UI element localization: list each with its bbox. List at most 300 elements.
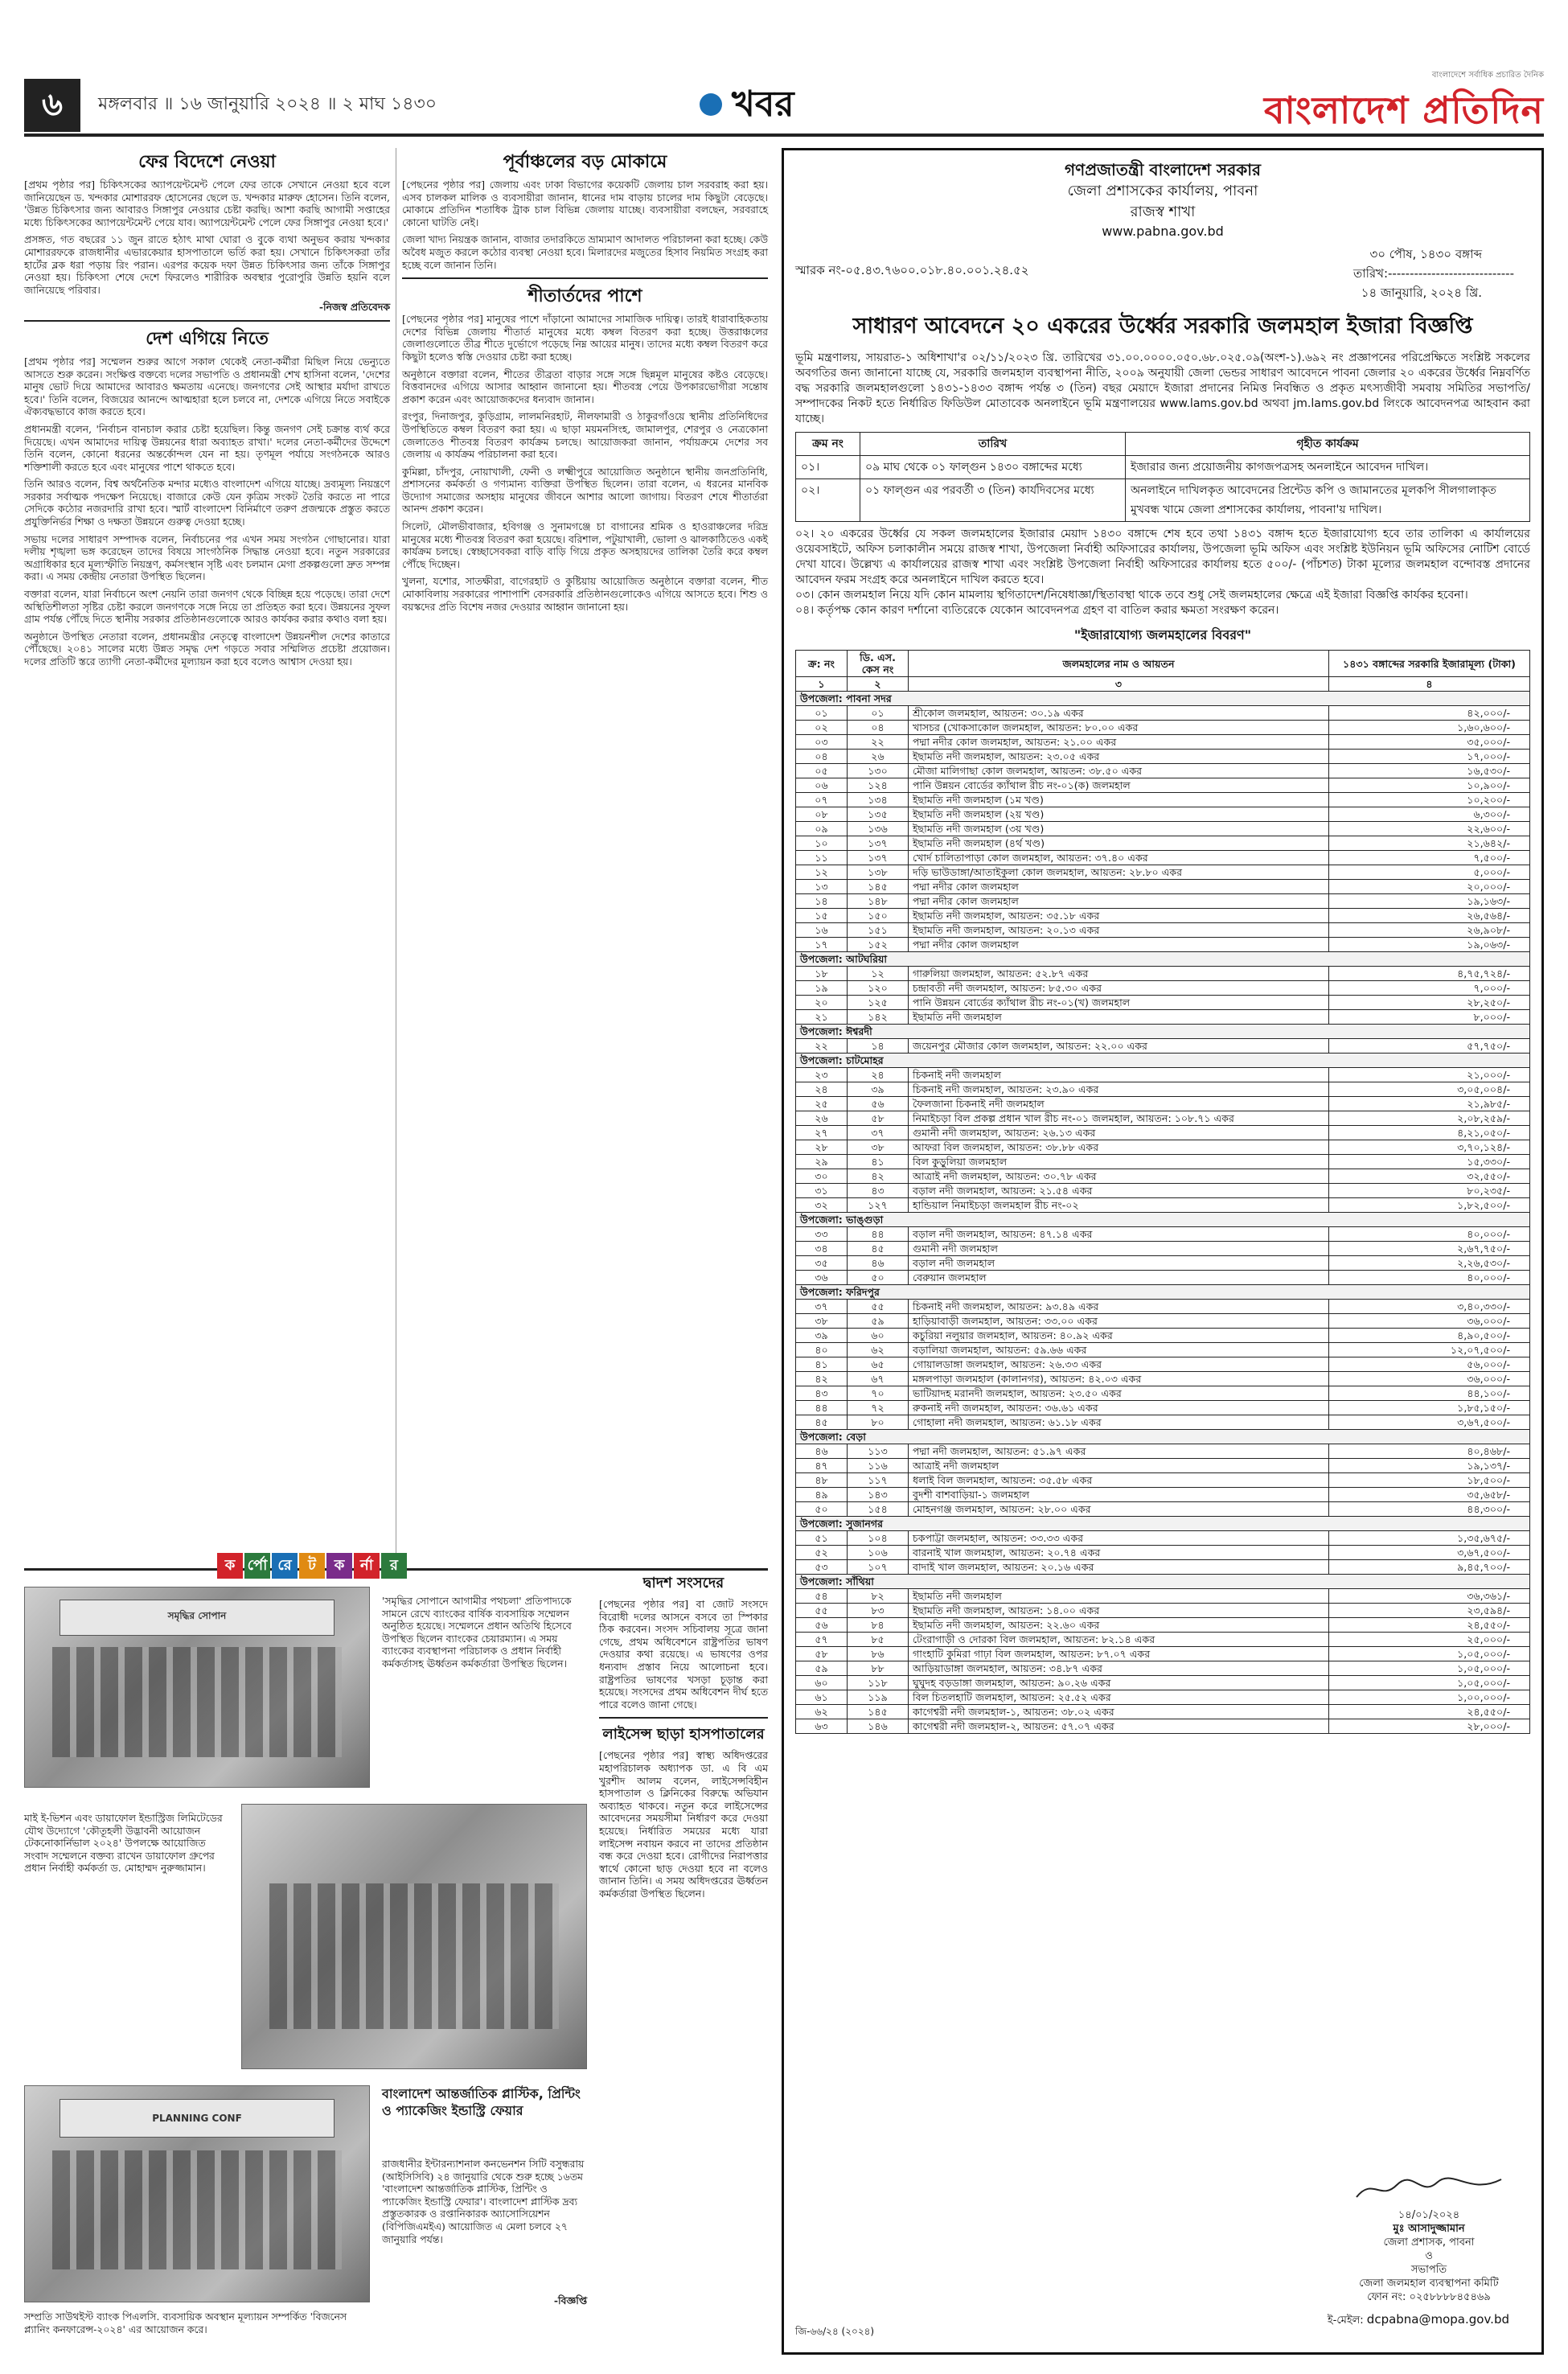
story-credit: -নিজস্ব প্রতিবেদক [318,301,390,314]
upazila-row [796,952,1530,967]
row-lease-value: ৩,৪০,৩৩০/- [1329,1300,1530,1314]
row-serial: ০৭ [796,793,848,807]
row-case-number: ৩৮ [848,1140,909,1155]
row-water-body: বাদাই খাল জলমহাল, আয়তন: ২০.১৬ একর [909,1560,1329,1575]
row-lease-value: ১৯,১৩৭/- [1329,1459,1530,1473]
row-serial: ৪২ [796,1372,848,1386]
row-lease-value: ৩৫,৬৫৮/- [1329,1488,1530,1502]
row-water-body: কচুরিয়া নলুয়ার জলমহাল, আয়তন: ৪০.৯২ একর [909,1329,1329,1343]
corporate-photo [24,1587,370,1788]
upazila-row [796,1430,1530,1444]
row-case-number: ৮০ [848,1415,909,1430]
row-serial: ২৬ [796,1111,848,1126]
row-lease-value: ১৫,৩৩০/- [1329,1155,1530,1169]
section-title: খবর [732,84,794,125]
corporate-caption: 'সমৃদ্ধির সোপানে আগামীর পথচলা' প্রতিপাদ্যকে সামনে রেখে ব্যাংকের বার্ষিক ব্যবসায়িক সম্মেলন অনুষ্ঠিত হয়েছে। সম্মেলনে প্রধান অতিথি হিসেবে উপস্থিত ছিলেন ব্যাংকের চেয়ারম্যান। এ সময় ব্যাংকের ব্যবস্থাপনা পরিচালক ও প্রধান নির্বাহী কর্মকর্তাসহ ঊর্ধ্বতন কর্মকর্তারা উপস্থিত ছিলেন। [382,1595,572,1670]
table-row [796,1604,1530,1618]
row-case-number: ১৪২ [848,1010,909,1025]
notice-condition: ০৪। কর্তৃপক্ষ কোন কারণ দর্শানো ব্যতিরেকে যেকোন আবেদনপত্র গ্রহণ বা বাতিল করার ক্ষমতা সংরক্ষণ করেন। [795,604,1279,617]
row-case-number: ১১৩ [848,1444,909,1459]
row-serial: ৬৩ [796,1719,848,1734]
table-row [796,1488,1530,1502]
row-water-body: রুকনাই নদী জলমহাল, আয়তন: ৩৬.৬১ একর [909,1401,1329,1415]
row-water-body: কাগেশ্বরী নদী জলমহাল-১, আয়তন: ৩৮.০২ একর [909,1705,1329,1719]
row-lease-value: ৩৫,০০০/- [1329,735,1530,750]
corporate-photo [241,1804,587,2069]
table-row [796,1184,1530,1198]
upazila-name: উপজেলা: চাটমোহর [796,1054,1530,1068]
row-case-number: ১৩৮ [848,865,909,880]
row-lease-value: ৫৭,৭৫০/- [1329,1039,1530,1054]
row-case-number: ১০৭ [848,1560,909,1575]
row-water-body: পদ্মা নদীর কোল জলমহাল [909,894,1329,909]
signature-icon [1348,2173,1509,2205]
table-row [796,909,1530,923]
story-paragraph: প্রধানমন্ত্রী বলেন, 'নির্বাচন বানচাল করার চেষ্টা হয়েছিল। কিন্তু জনগণ সেই চক্রান্ত ব্যর্থ করে দিয়েছে। এখন আমাদের দায়িত্ব উন্নয়নের ধারা অব্যাহত রাখা।' দলের নেতা-কর্মীদের উদ্দেশে তিনি বলেন, কোনো ধরনের অন্তর্কোন্দল যেন না হয়। তৃণমূল পর্যায়ে সংগঠনকে আরও শক্তিশালী করতে হবে এবং মানুষের পাশে থাকতে হবে। [24,422,390,473]
row-case-number: ৪২ [848,1169,909,1184]
row-serial: ৫৭ [796,1633,848,1647]
row-water-body: বড়াল নদী জলমহাল [909,1256,1329,1271]
notice-branch: রাজস্ব শাখা [1130,203,1196,220]
table-row [796,1647,1530,1661]
row-water-body: শ্রীকোল জলমহাল, আয়তন: ৩০.১৯ একর [909,706,1329,721]
banner-letter: র্না [354,1553,380,1579]
row-case-number: ১২০ [848,981,909,996]
table-row [796,967,1530,981]
table-row [796,1546,1530,1560]
row-case-number: ১১৯ [848,1690,909,1705]
table-row [796,1068,1530,1082]
row-lease-value: ২৬,৫৬৪/- [1329,909,1530,923]
table-row [796,1589,1530,1604]
row-lease-value: ৯,৪৫,৭০০/- [1329,1560,1530,1575]
notice-date-label: তারিখ:----------------------------- [1353,266,1514,281]
row-water-body: ইছামতি নদী জলমহাল [909,1010,1329,1025]
table-row [796,1531,1530,1546]
table-header: জলমহালের নাম ও আয়তন [909,651,1329,677]
story-headline: দেশ এগিয়ে নিতে [146,328,269,349]
row-case-number: ১৩৬ [848,822,909,836]
row-lease-value: ১,৬০,৬০০/- [1329,721,1530,735]
row-water-body: ইছামতি নদী জলমহাল, আয়তন: ২০.১৩ একর [909,923,1329,938]
row-water-body: ইছামতি নদী জলমহাল (২য় খণ্ড) [909,807,1329,822]
row-lease-value: ১,৮৫,১৫০/- [1329,1401,1530,1415]
row-water-body: পদ্মা নদীর কোল জলমহাল [909,880,1329,894]
row-lease-value: ৪,৭৫,৭২৪/- [1329,967,1530,981]
row-case-number: ১৫৪ [848,1502,909,1517]
table-row [796,750,1530,764]
row-water-body: গারুলিয়া জলমহাল, আয়তন: ৫২.৮৭ একর [909,967,1329,981]
notice-memo-number: স্মারক নং-০৫.৪৩.৭৬০০.০১৮.৪০.০০১.২৪.৫২ [795,263,1029,277]
row-water-body: ধলাই বিল জলমহাল, আয়তন: ৩৫.৫৮ একর [909,1473,1329,1488]
table-row [796,735,1530,750]
row-water-body: পানি উন্নয়ন বোর্ডের ক্যাঁথাল রীচ নং-০১(ক) জলমহাল [909,778,1329,793]
table-cell: ইজারার জন্য প্রয়োজনীয় কাগজপত্রসহ অনলাইনে আবেদন দাখিল। [1126,456,1530,479]
row-lease-value: ৩৬,০০০/- [1329,1314,1530,1329]
photo-people-shape [52,2150,342,2269]
table-row [796,880,1530,894]
notice-date-english: ১৪ জানুয়ারি, ২০২৪ খ্রি. [1361,285,1482,300]
water-body-schedule-table [795,650,1530,1734]
row-water-body: ইছামতি নদী জলমহাল (১ম খণ্ড) [909,793,1329,807]
row-water-body: ইছামতি নদী জলমহাল [909,1589,1329,1604]
row-lease-value: ২৪,৫৫০/- [1329,1618,1530,1633]
row-lease-value: ১,০৫,০০০/- [1329,1647,1530,1661]
story-paragraph: খুলনা, যশোর, সাতক্ষীরা, বাগেরহাট ও কুষ্টিয়ায় আয়োজিত অনুষ্ঠানে বক্তারা বলেন, শীত মোকাবিলায় সরকারের পাশাপাশি বেসরকারি প্রতিষ্ঠানগুলোকেও এগিয়ে আসতে হবে। শিশু ও বয়স্কদের প্রতি বিশেষ নজর দেওয়ার আহ্বান জানানো হয়। [402,575,768,613]
story-headline: দ্বাদশ সংসদের [642,1575,724,1592]
row-serial: ০৬ [796,778,848,793]
story-headline: পূর্বাঞ্চলের বড় মোকামে [503,152,667,172]
table-row [796,1690,1530,1705]
story-paragraph: রংপুর, দিনাজপুর, কুড়িগ্রাম, লালমনিরহাট, নীলফামারী ও ঠাকুরগাঁওয়ে স্থানীয় প্রতিনিধিদের উপস্থিতিতে কম্বল বিতরণ করা হয়। এ ছাড়া ময়মনসিংহ, জামালপুর, শেরপুর ও নেত্রকোনা জেলাতেও শীতবস্ত্র বিতরণ কার্যক্রম চলছে। আয়োজকরা জানান, পর্যায়ক্রমে দেশের সব জেলায় এ কার্যক্রম পরিচালনা করা হবে। [402,410,768,461]
table-row [796,456,1530,479]
row-case-number: ৫৬ [848,1097,909,1111]
row-water-body: গোহালা নদী জলমহাল, আয়তন: ৬১.১৮ একর [909,1415,1329,1430]
row-serial: ৩১ [796,1184,848,1198]
row-lease-value: ২১,৬৪২/- [1329,836,1530,851]
notice-website-link[interactable]: www.pabna.gov.bd [1102,224,1224,239]
table-index: ৩ [909,677,1329,692]
row-lease-value: ১৬,৫৩০/- [1329,764,1530,778]
schedule-title: "ইজারাযোগ্য জলমহালের বিবরণ" [1073,627,1252,643]
table-cell: ০১ ফাল্গুন এর পরবর্তী ৩ (তিন) কার্যদিবসের মধ্যে [860,479,1126,522]
row-serial: ০৩ [796,735,848,750]
row-case-number: ১৩৪ [848,793,909,807]
notice-office: জেলা প্রশাসকের কার্যালয়, পাবনা [1067,183,1258,199]
upazila-row [796,1213,1530,1227]
row-serial: ৫৬ [796,1618,848,1633]
table-row [796,822,1530,836]
story-paragraph: [পেছনের পৃষ্ঠার পর] জেলায় এবং ঢাকা বিভাগের কয়েকটি জেলায় চাল সরবরাহ করা হয়। এসব চালকল মালিক ও ব্যবসায়ীরা জানান, ধানের দাম বাড়ায় চালের দাম কিছুটা বেড়েছে। মোকামে প্রতিদিন শতাধিক ট্রাক চাল বিভিন্ন জেলায় যাচ্ছে। ব্যবসায়ীরা বলছেন, সরবরাহে কোনো ঘাটতি নেই। [402,179,768,228]
table-row [796,1227,1530,1242]
story-paragraph: [পেছনের পৃষ্ঠার পর] বা জোট সংসদে বিরোধী দলের আসনে বসবে তা স্পিকার ঠিক করবেন। সংসদ সচিবালয় সূত্রে জানা গেছে, প্রথম অধিবেশনে রাষ্ট্রপতির ভাষণ দেওয়ার কথা রয়েছে। এ ভাষণের ওপর ধন্যবাদ প্রস্তাব নিয়ে আলোচনা হবে। রাষ্ট্রপতির ভাষণের খসড়া চূড়ান্ত করা হয়েছে। সংসদের প্রথম অধিবেশন দীর্ঘ হতে পারে বলেও জানা গেছে। [599,1598,768,1711]
row-serial: ০১ [796,706,848,721]
row-serial: ৩৫ [796,1256,848,1271]
row-serial: ৪৪ [796,1401,848,1415]
table-row [796,807,1530,822]
story-paragraph: বক্তারা বলেন, যারা নির্বাচনে অংশ নেয়নি তারা জনগণ থেকে বিচ্ছিন্ন হয়ে পড়েছে। তারা দেশে অস্থিতিশীলতা সৃষ্টির চেষ্টা করলে জনগণকে সঙ্গে নিয়ে তা প্রতিহত করা হবে। উন্নয়নের সুফল গ্রাম পর্যন্ত পৌঁছে দিতে স্থানীয় সরকার প্রতিষ্ঠানগুলোকে আরও কার্যকর করার কথাও বলা হয়। [24,588,390,626]
row-serial: ৫৪ [796,1589,848,1604]
row-case-number: ১২ [848,967,909,981]
table-row [796,1661,1530,1676]
upazila-name: উপজেলা: ফরিদপুর [796,1285,1530,1300]
row-serial: ৪৫ [796,1415,848,1430]
upazila-row [796,1575,1530,1589]
table-index: ১ [796,677,848,692]
row-case-number: ৮৩ [848,1604,909,1618]
row-serial: ৫১ [796,1531,848,1546]
table-row [796,1719,1530,1734]
row-water-body: বড়ালিয়া জলমহাল, আয়তন: ৫৯.৬৬ একর [909,1343,1329,1357]
row-serial: ১৭ [796,938,848,952]
row-serial: ১৯ [796,981,848,996]
row-lease-value: ৮,০০০/- [1329,1010,1530,1025]
row-case-number: ১২৭ [848,1198,909,1213]
row-water-body: মৌজা মালিগাছা কোল জলমহাল, আয়তন: ৩৮.৫০ একর [909,764,1329,778]
row-water-body: হাড়িয়াবাড়ী জলমহাল, আয়তন: ৩৩.০০ একর [909,1314,1329,1329]
row-case-number: ১১৮ [848,1676,909,1690]
notice-condition: ০২। ২০ একরের উর্ধ্বের যে সকল জলমহালের ইজারার মেয়াদ ১৪৩০ বঙ্গাব্দে শেষ হবে তথা ১৪৩১ বঙ্গাব্দ হতে ইজারাযোগ্য হবে তার তালিকা এ কার্যালয়ের ওয়েবসাইটে, অফিস চলাকালীন সময়ে রাজস্ব শাখা, উপজেলা নির্বাহী অফিসারের কার্যালয়, উপজেলা ভূমি অফিস এবং সংশ্লিষ্ট ইউনিয়ন ভূমি অফিসের নোটিশ বোর্ডে দেখা যাবে। উল্লেখ্য এ কার্যালয়ের রাজস্ব শাখা এবং সংশ্লিষ্ট উপজেলা নির্বাহী অফিসারের কার্যালয় হতে ৫০০/- (পাঁচশত) টাকা মূল্যের জলমহাল বন্দোবস্ত প্রদানের আবেদন ফরম সংগ্রহ করে অনলাইনে দাখিল করতে হবে। [795,528,1530,586]
table-row [796,1242,1530,1256]
row-lease-value: ২৪,৫৫০/- [1329,1705,1530,1719]
story-paragraph: কুমিল্লা, চাঁদপুর, নোয়াখালী, ফেনী ও লক্ষ্মীপুরে আয়োজিত অনুষ্ঠানে স্থানীয় জনপ্রতিনিধি, প্রশাসনের কর্মকর্তা ও গণ্যমান্য ব্যক্তিরা উপস্থিত ছিলেন। তারা বলেন, এ ধরনের মানবিক উদ্যোগ সমাজের অসহায় মানুষের জীবনে আশার আলো জাগায়। বিতরণ শেষে শীতার্তরা আনন্দ প্রকাশ করেন। [402,465,768,515]
row-water-body: পদ্মা নদী জলমহাল, আয়তন: ৫১.৯৭ একর [909,1444,1329,1459]
row-case-number: ১৪৫ [848,1705,909,1719]
row-case-number: ৩৯ [848,1082,909,1097]
row-serial: ২৮ [796,1140,848,1155]
row-serial: ৪০ [796,1343,848,1357]
row-water-body: ইছামতি নদী জলমহাল, আয়তন: ১৪.০০ একর [909,1604,1329,1618]
row-case-number: ৭২ [848,1401,909,1415]
row-lease-value: ৪০,০০০/- [1329,1271,1530,1285]
notice-email [1328,2312,1509,2330]
row-water-body: ভাটিয়াদহ মরানদী জলমহাল, আয়তন: ২৩.৫০ একর [909,1386,1329,1401]
table-row [796,1633,1530,1647]
row-serial: ২৯ [796,1155,848,1169]
table-header: গৃহীত কার্যক্রম [1126,433,1530,456]
row-case-number: ১২৫ [848,996,909,1010]
row-case-number: ৮৫ [848,1633,909,1647]
story-headline: শীতার্তদের পাশে [527,286,642,307]
row-lease-value: ৩,০৫,০০৪/- [1329,1082,1530,1097]
row-lease-value: ৪২,০০০/- [1329,706,1530,721]
story-paragraph: অনুষ্ঠানে উপস্থিত নেতারা বলেন, প্রধানমন্ত্রীর নেতৃত্বে বাংলাদেশ উন্নয়নশীল দেশের কাতারে পৌঁছেছে। ২০৪১ সালের মধ্যে উন্নত সমৃদ্ধ দেশ গড়তে সবার সম্মিলিত প্রচেষ্টা প্রয়োজন। দলের প্রতিটি স্তরে ত্যাগী নেতা-কর্মীদের মূল্যায়ন করা হবে বলেও আশ্বাস দেওয়া হয়। [24,630,390,667]
row-serial: ২৫ [796,1097,848,1111]
email-link[interactable]: dcpabna@mopa.gov.bd [1366,2312,1509,2327]
row-lease-value: ৭,০০০/- [1329,981,1530,996]
row-serial: ৪৬ [796,1444,848,1459]
row-water-body: ইছামতি নদী জলমহাল, আয়তন: ৩৫.১৮ একর [909,909,1329,923]
table-row [796,1126,1530,1140]
upazila-name: উপজেলা: ভাঙ্গুড়া [796,1213,1530,1227]
table-row [796,836,1530,851]
table-row [796,938,1530,952]
row-serial: ২২ [796,1039,848,1054]
row-lease-value: ১,০৫,০০০/- [1329,1676,1530,1690]
table-row [796,1415,1530,1430]
row-case-number: ৫৫ [848,1300,909,1314]
row-lease-value: ৩,৭০,১২৪/- [1329,1140,1530,1155]
row-case-number: ৪৬ [848,1256,909,1271]
table-row [796,1314,1530,1329]
story-paragraph: সিলেট, মৌলভীবাজার, হবিগঞ্জ ও সুনামগঞ্জে চা বাগানের শ্রমিক ও হাওরাঞ্চলের দরিদ্র মানুষের মধ্যে শীতবস্ত্র বিতরণ করা হয়েছে। বরিশাল, পটুয়াখালী, ভোলা ও ঝালকাঠিতেও একই কার্যক্রম চলছে। স্বেচ্ছাসেবকরা বাড়ি বাড়ি গিয়ে প্রকৃত অসহায়দের তালিকা তৈরি করে কম্বল পৌঁছে দিচ্ছেন। [402,520,768,570]
row-water-body: গুমানী নদী জলমহাল, আয়তন: ২৬.১৩ একর [909,1126,1329,1140]
row-serial: ৩৬ [796,1271,848,1285]
row-serial: ৫৮ [796,1647,848,1661]
table-row [796,1097,1530,1111]
row-water-body: গাংহাটি কুমিরা গাঢ়া বিল জলমহাল, আয়তন: ৮৭.০৭ একর [909,1647,1329,1661]
row-lease-value: ২৫,০০০/- [1329,1633,1530,1647]
row-serial: ০৪ [796,750,848,764]
table-row [796,1618,1530,1633]
story-paragraph: সভায় দলের সাধারণ সম্পাদক বলেন, নির্বাচনের পর এখন সময় সংগঠন গোছানোর। যারা দলীয় শৃঙ্খলা ভঙ্গ করেছেন তাদের বিষয়ে সাংগঠনিক সিদ্ধান্ত নেওয়া হবে। নতুন সরকারের অগ্রাধিকার হবে মূল্যস্ফীতি নিয়ন্ত্রণ, কর্মসংস্থান সৃষ্টি এবং চলমান মেগা প্রকল্পগুলো দ্রুত সম্পন্ন করা। এ সময় কেন্দ্রীয় নেতারা উপস্থিত ছিলেন। [24,532,390,583]
story-paragraph: [প্রথম পৃষ্ঠার পর] চিকিৎসকের অ্যাপয়েন্টমেন্ট পেলে ফের তাকে সেখানে নেওয়া হবে বলে জানিয়েছেন ড. খন্দকার মোশাররফ হোসেনের ছেলে ড. খন্দকার মারুফ হোসেন। তিনি বলেন, 'উন্নত চিকিৎসার জন্য আবারও সিঙ্গাপুর নেওয়ার চেষ্টা করছি। আশা করছি আগামী সপ্তাহের মধ্যে চিকিৎসকের অ্যাপয়েন্টমেন্ট পেয়ে যাব। অ্যাপয়েন্টমেন্ট পেলে ফের সিঙ্গাপুর নেওয়া হবে।' [24,179,390,228]
table-row [796,923,1530,938]
row-serial: ৫৩ [796,1560,848,1575]
row-lease-value: ৬,৩০০/- [1329,807,1530,822]
upazila-name: উপজেলা: সুজানগর [796,1517,1530,1531]
row-lease-value: ২১,৯৮৫/- [1329,1097,1530,1111]
brand-tagline: বাংলাদেশে সর্বাধিক প্রচারিত দৈনিক [1431,71,1544,80]
row-lease-value: ৩৬,০০০/- [1329,1372,1530,1386]
table-row [796,479,1530,522]
row-case-number: ৬৭ [848,1372,909,1386]
table-row [796,1271,1530,1285]
photo-people-shape [269,1883,559,2028]
row-water-body: বারনাই খাল জলমহাল, আয়তন: ২০.৭৪ একর [909,1546,1329,1560]
row-serial: ৫৯ [796,1661,848,1676]
upazila-row [796,1054,1530,1068]
row-serial: ৬১ [796,1690,848,1705]
row-serial: ৪১ [796,1357,848,1372]
row-case-number: ৭০ [848,1386,909,1401]
row-serial: ৪৭ [796,1459,848,1473]
page-number: ৬ [24,79,80,132]
row-lease-value: ৪৪,১০০/- [1329,1386,1530,1401]
row-case-number: ১০৬ [848,1546,909,1560]
story-paragraph: জেলা খাদ্য নিয়ন্ত্রক জানান, বাজার তদারকিতে ভ্রাম্যমাণ আদালত পরিচালনা করা হচ্ছে। কেউ অবৈধ মজুত করলে কঠোর ব্যবস্থা নেওয়া হবে। মিলারদের মজুতের হিসাব নিয়মিত সংগ্রহ করা হচ্ছে বলে জানান তিনি। [402,233,768,271]
row-water-body: বুদশী বাশবাড়িয়া-১ জলমহাল [909,1488,1329,1502]
signatory-title: জেলা জলমহাল ব্যবস্থাপনা কমিটি [1359,2277,1499,2290]
row-lease-value: ৫৬,০০০/- [1329,1357,1530,1372]
row-serial: ১৬ [796,923,848,938]
row-serial: ৩৯ [796,1329,848,1343]
row-case-number: ০৪ [848,721,909,735]
row-water-body: আফরা বিল জলমহাল, আয়তন: ৩৮.৮৮ একর [909,1140,1329,1155]
story-paragraph: তিনি আরও বলেন, বিশ্ব অর্থনৈতিক মন্দার মধ্যেও বাংলাদেশ এগিয়ে যাচ্ছে। দ্রব্যমূল্য নিয়ন্ত্রণে সরকার সর্বাত্মক পদক্ষেপ নিয়েছে। বাজারে কেউ যেন কৃত্রিম সংকট তৈরি করতে না পারে সেদিকে কঠোর নজরদারি রাখা হবে। স্মার্ট বাংলাদেশ বিনির্মাণে তরুণ প্রজন্মকে প্রস্তুত করতে প্রযুক্তিনির্ভর শিক্ষা ও দক্ষতা উন্নয়নে গুরুত্ব দেওয়া হচ্ছে। [24,478,390,528]
row-serial: ৩৪ [796,1242,848,1256]
row-serial: ২৭ [796,1126,848,1140]
story-paragraph: অনুষ্ঠানে বক্তারা বলেন, শীতের তীব্রতা বাড়ার সঙ্গে সঙ্গে ছিন্নমূল মানুষের কষ্টও বেড়েছে। বিত্তবানদের এগিয়ে আসার আহ্বান জানানো হয়। শীতবস্ত্র পেয়ে উপকারভোগীরা সন্তোষ প্রকাশ করেন এবং আয়োজকদের ধন্যবাদ জানান। [402,368,768,405]
row-lease-value: ২৩,৫৯৪/- [1329,1604,1530,1618]
table-row [796,996,1530,1010]
notice-date-bangla: ৩০ পৌষ, ১৪৩০ বঙ্গাব্দ [1369,247,1482,261]
row-lease-value: ২০,০০০/- [1329,880,1530,894]
row-lease-value: ৪,৯০,৫০০/- [1329,1329,1530,1343]
row-case-number: ১১৬ [848,1459,909,1473]
corporate-photo [24,2085,370,2302]
table-index: ৪ [1329,677,1530,692]
row-serial: ০৮ [796,807,848,822]
upazila-row [796,1025,1530,1039]
row-water-body: পদ্মা নদীর কোল জলমহাল, আয়তন: ২১.০০ একর [909,735,1329,750]
row-case-number: ১৩০ [848,764,909,778]
table-row [796,1473,1530,1488]
row-lease-value: ২৮,০০০/- [1329,1719,1530,1734]
row-case-number: ৪৪ [848,1227,909,1242]
row-lease-value: ১৯,১৬৩/- [1329,894,1530,909]
row-lease-value: ৪০,০০০/- [1329,1227,1530,1242]
upazila-name: উপজেলা: আটঘরিয়া [796,952,1530,967]
row-water-body: মঙ্গলপাড়া জলমহাল (কালানগর), আয়তন: ৪২.০৩ একর [909,1372,1329,1386]
row-case-number: ১৪৮ [848,894,909,909]
row-serial: ৩২ [796,1198,848,1213]
row-case-number: ২২ [848,735,909,750]
row-water-body: নিমাইচড়া বিল প্রকল্প প্রধান খাল রীচ নং-০১ জলমহাল, আয়তন: ১০৮.৭১ একর [909,1111,1329,1126]
row-water-body: মোহনগঞ্জ জলমহাল, আয়তন: ২৮.০০ একর [909,1502,1329,1517]
row-water-body: কাগেশ্বরী নদী জলমহাল-২, আয়তন: ৫৭.০৭ একর [909,1719,1329,1734]
row-water-body: চকপাট্টা জলমহাল, আয়তন: ৩৩.৩৩ একর [909,1531,1329,1546]
table-row [796,721,1530,735]
table-row [796,1140,1530,1155]
upazila-row [796,1517,1530,1531]
row-case-number: ৫০ [848,1271,909,1285]
row-serial: ১৪ [796,894,848,909]
story-paragraph: [পেছনের পৃষ্ঠার পর] মানুষের পাশে দাঁড়ানো আমাদের সামাজিক দায়িত্ব। তারই ধারাবাহিকতায় দেশের বিভিন্ন জেলায় শীতার্ত মানুষের মধ্যে কম্বল বিতরণ করা হচ্ছে। উত্তরাঞ্চলের জেলাগুলোতে তীব্র শীতে দুর্ভোগে পড়েছে নিম্ন আয়ের মানুষ। তাদের মধ্যে কম্বল বিতরণ করে কিছুটা হলেও স্বস্তি দেওয়ার চেষ্টা করা হচ্ছে। [402,313,768,363]
row-lease-value: ২৮,২৫০/- [1329,996,1530,1010]
row-case-number: ১৪ [848,1039,909,1054]
story-paragraph: প্রসঙ্গত, গত বছরের ১১ জুন রাতে হঠাৎ মাথা ঘোরা ও বুকে ব্যথা অনুভব করায় খন্দকার মোশাররফকে রাজধানীর এভারকেয়ার হাসপাতালে ভর্তি করা হয়। সেখানে চিকিৎসকরা তাঁর হার্টের ব্লক ধরা পড়ায় রিং পরান। এরপর কয়েক দফা উন্নত চিকিৎসার জন্য তাঁকে সিঙ্গাপুর নেওয়া হয়। চিকিৎসা শেষে দেশে ফিরলেও শারীরিক অবস্থার পুরোপুরি উন্নতি হয়নি বলে জানিয়েছে পরিবার। [24,233,390,296]
column-middle [402,148,768,618]
story-headline: ফের বিদেশে নেওয়া [138,152,276,172]
corporate-corner-banner [217,1553,407,1582]
banner-letter: র [381,1553,407,1579]
photo-people-shape [52,1647,342,1756]
notice-reference: জি-৬৬/২৪ (২০২৪) [795,2326,875,2337]
table-row [796,1343,1530,1357]
notice-meta [795,245,1530,305]
row-case-number: ৩৭ [848,1126,909,1140]
photo-banner-text: সমৃদ্ধির সোপান [60,1600,335,1636]
row-case-number: ১৩৫ [848,807,909,822]
row-lease-value: ৩৬,৩৬১/- [1329,1589,1530,1604]
row-case-number: ৮৬ [848,1647,909,1661]
row-water-body: বড়াল নদী জলমহাল, আয়তন: ৪৭.১৪ একর [909,1227,1329,1242]
banner-letter: ট [299,1553,325,1579]
row-case-number: ১১৭ [848,1473,909,1488]
table-row [796,981,1530,996]
corporate-corner [24,1556,768,2348]
table-header: তারিখ [860,433,1126,456]
upazila-name: উপজেলা: বেড়া [796,1430,1530,1444]
row-case-number: ৪৩ [848,1184,909,1198]
brand-logo [1254,69,1544,133]
page-masthead [24,72,1544,137]
notice-signature-block [1348,2173,1509,2304]
row-lease-value: ৪৪,৩০০/- [1329,1502,1530,1517]
corporate-caption: রাজধানীর ইন্টারন্যাশনাল কনভেনশন সিটি বসুন্ধরায় (আইসিসিবি) ২৪ জানুয়ারি থেকে শুরু হচ্ছে ১৬তম 'বাংলাদেশ আন্তর্জাতিক প্লাস্টিক, প্রিন্টিং ও প্যাকেজিং ইন্ডাস্ট্রি ফেয়ার'। বাংলাদেশ প্লাস্টিক দ্রব্য প্রস্তুতকারক ও রপ্তানিকারক অ্যাসোসিয়েশন (বিপিজিএমইএ) আয়োজিত এ মেলা চলবে ২৭ জানুয়ারি পর্যন্ত। [382,2158,585,2245]
row-serial: ২৩ [796,1068,848,1082]
row-serial: ১২ [796,865,848,880]
row-water-body: চিকনাই নদী জলমহাল [909,1068,1329,1082]
row-lease-value: ৩,৬৭,৫০০/- [1329,1415,1530,1430]
row-water-body: জয়েনপুর মৌজার কোল জলমহাল, আয়তন: ২২.০০ একর [909,1039,1329,1054]
row-lease-value: ২১,০০০/- [1329,1068,1530,1082]
table-cell: ০১। [796,456,860,479]
row-lease-value: ১০,৯০০/- [1329,778,1530,793]
signatory-title: জেলা প্রশাসক, পাবনা [1383,2236,1475,2249]
signatory-and: ও [1425,2250,1433,2262]
table-row [796,865,1530,880]
row-case-number: ১৪৬ [848,1719,909,1734]
row-lease-value: ২,২৬,৫৩০/- [1329,1256,1530,1271]
page-date: মঙ্গলবার ॥ ১৬ জানুয়ারি ২০২৪ ॥ ২ মাঘ ১৪৩০ [98,94,437,114]
row-serial: ২১ [796,1010,848,1025]
story-divider [599,1717,768,1719]
row-lease-value: ৭,৫০০/- [1329,851,1530,865]
row-lease-value: ৪০,৪৬৮/- [1329,1444,1530,1459]
row-water-body: আত্রাই নদী জলমহাল, আয়তন: ৩০.৭৮ একর [909,1169,1329,1184]
row-water-body: বড়াল নদী জলমহাল, আয়তন: ২১.৫৪ একর [909,1184,1329,1198]
table-row [796,1705,1530,1719]
row-water-body: টেংরাগাড়ী ও দোরকা বিল জলমহাল, আয়তন: ৮২.১৪ একর [909,1633,1329,1647]
row-case-number: ১২৪ [848,778,909,793]
row-water-body: চিকনাই নদী জলমহাল, আয়তন: ৯৩.৪৯ একর [909,1300,1329,1314]
row-water-body: বিল চিতলহাটি জলমহাল, আয়তন: ২৫.৫২ একর [909,1690,1329,1705]
row-case-number: ৫৯ [848,1314,909,1329]
banner-letter: র্পো [244,1553,270,1579]
row-serial: ১৫ [796,909,848,923]
